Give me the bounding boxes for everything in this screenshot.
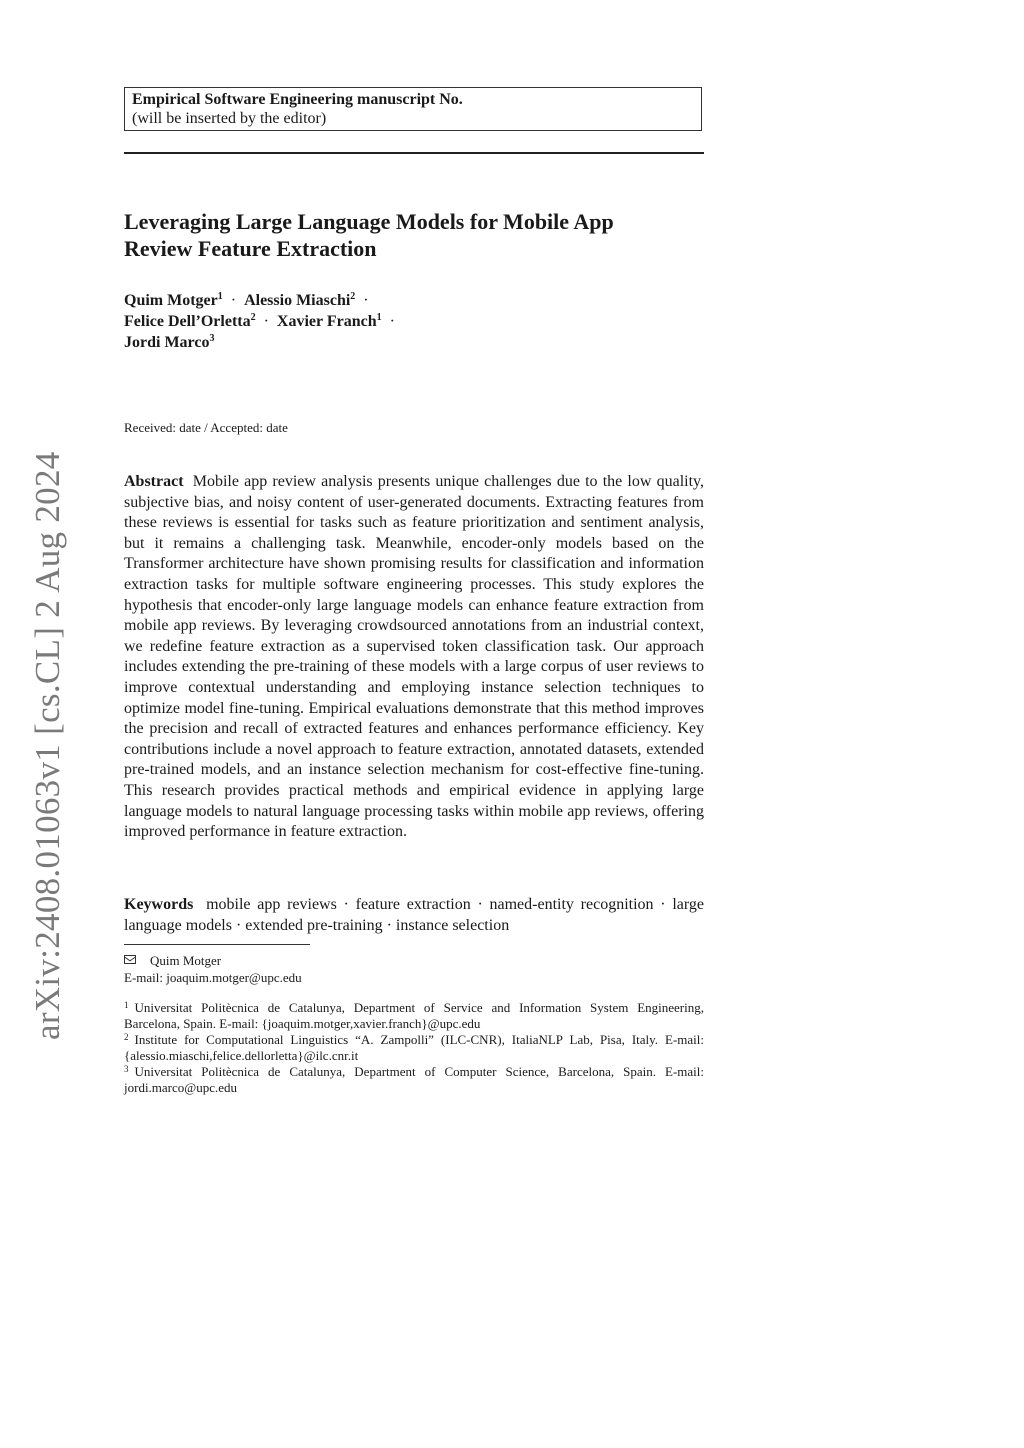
author-list [124,290,704,353]
author-affiliation-mark: 2 [250,312,256,323]
author-name: Quim Motger [124,292,218,309]
journal-name: Empirical Software Engineering manuscript No. [132,91,463,108]
author-separator: · [389,313,395,330]
keywords-label: Keywords [124,896,194,913]
correspondence-note [124,952,302,986]
correspondence-name-row [124,952,302,969]
affiliation-number: 3 [124,1064,129,1074]
title-line-2: Review Feature Extraction [124,236,377,261]
author-name: Alessio Miaschi [244,292,351,309]
author-name: Felice Dell’Orletta [124,313,251,330]
correspondence-name: Quim Motger [150,953,222,968]
author-affiliation-mark: 1 [217,291,223,302]
author-affiliation-mark: 2 [350,291,356,302]
affiliation-list [124,1000,704,1096]
journal-note: (will be inserted by the editor) [132,110,327,127]
affiliation-text: Universitat Politècnica de Catalunya, Department of Computer Science, Barcelona, Spain. E-mail: jordi.marco@upc.edu [124,1064,704,1095]
affiliation-item [124,1064,704,1096]
arxiv-identifier: arXiv:2408.01063v1 [cs.CL] 2 Aug 2024 [28,451,67,1040]
author-affiliation-mark: 1 [376,312,382,323]
author-line-2 [124,311,704,332]
footnote-rule [124,944,310,945]
keywords [124,895,704,936]
author-separator: · [363,292,369,309]
correspondence-email: E-mail: joaquim.motger@upc.edu [124,970,302,985]
author-name: Xavier Franch [276,313,377,330]
header-rule [124,152,704,154]
affiliation-number: 1 [124,1000,129,1010]
affiliation-text: Institute for Computational Linguistics “A. Zampolli” (ILC-CNR), ItaliaNLP Lab, Pisa, Italy. E-mail: {alessio.miaschi,felice.dellorletta}@ilc.cnr.it [124,1032,704,1063]
received-accepted-dates: Received: date / Accepted: date [124,420,288,435]
affiliation-item [124,1032,704,1064]
journal-header-box [124,87,702,131]
author-separator: · [230,292,237,309]
author-name: Jordi Marco [124,334,210,351]
envelope-icon [124,955,136,964]
affiliation-number: 2 [124,1032,129,1042]
abstract-label: Abstract [124,473,184,490]
title-line-1: Leveraging Large Language Models for Mobile App [124,209,614,234]
affiliation-item [124,1000,704,1032]
paper-title [124,208,724,262]
author-line-3 [124,332,704,353]
author-affiliation-mark: 3 [209,333,215,344]
abstract-text: Mobile app review analysis presents unique challenges due to the low quality, subjective bias, and noisy content of user-generated documents. Extracting features from these reviews is essential for tasks such as feature prioritization and sentiment analysis, but it remains a challenging task. Meanwhile, encoder-only models based on the Transformer architecture have shown promising results for classification and information extraction tasks for multiple software engineering processes. This study explores the hypothesis that encoder-only large language models can enhance feature extraction from mobile app reviews. By leveraging crowdsourced annotations from an industrial context, we redefine feature extraction as a supervised token classification task. Our approach includes extending the pre-training of these models with a large corpus of user reviews to improve contextual understanding and employing instance selection techniques to optimize model fine-tuning. Empirical evaluations demonstrate that this method improves the precision and recall of extracted features and enhances performance efficiency. Key contributions include a novel approach to feature extraction, annotated datasets, extended pre-trained models, and an instance selection mechanism for cost-effective fine-tuning. This research provides practical methods and empirical evidence in applying large language models to natural language processing tasks within mobile app reviews, offering improved performance in feature extraction. [124,473,704,841]
author-separator: · [263,313,269,330]
affiliation-text: Universitat Politècnica de Catalunya, Department of Service and Information System Engineering, Barcelona, Spain. E-mail: {joaquim.motger,xavier.franch}@upc.edu [124,1000,704,1031]
abstract [124,472,704,843]
author-line-1 [124,290,704,311]
keywords-text: mobile app reviews · feature extraction · named-entity recognition · large language models · extended pre-training · instance selection [124,896,705,934]
